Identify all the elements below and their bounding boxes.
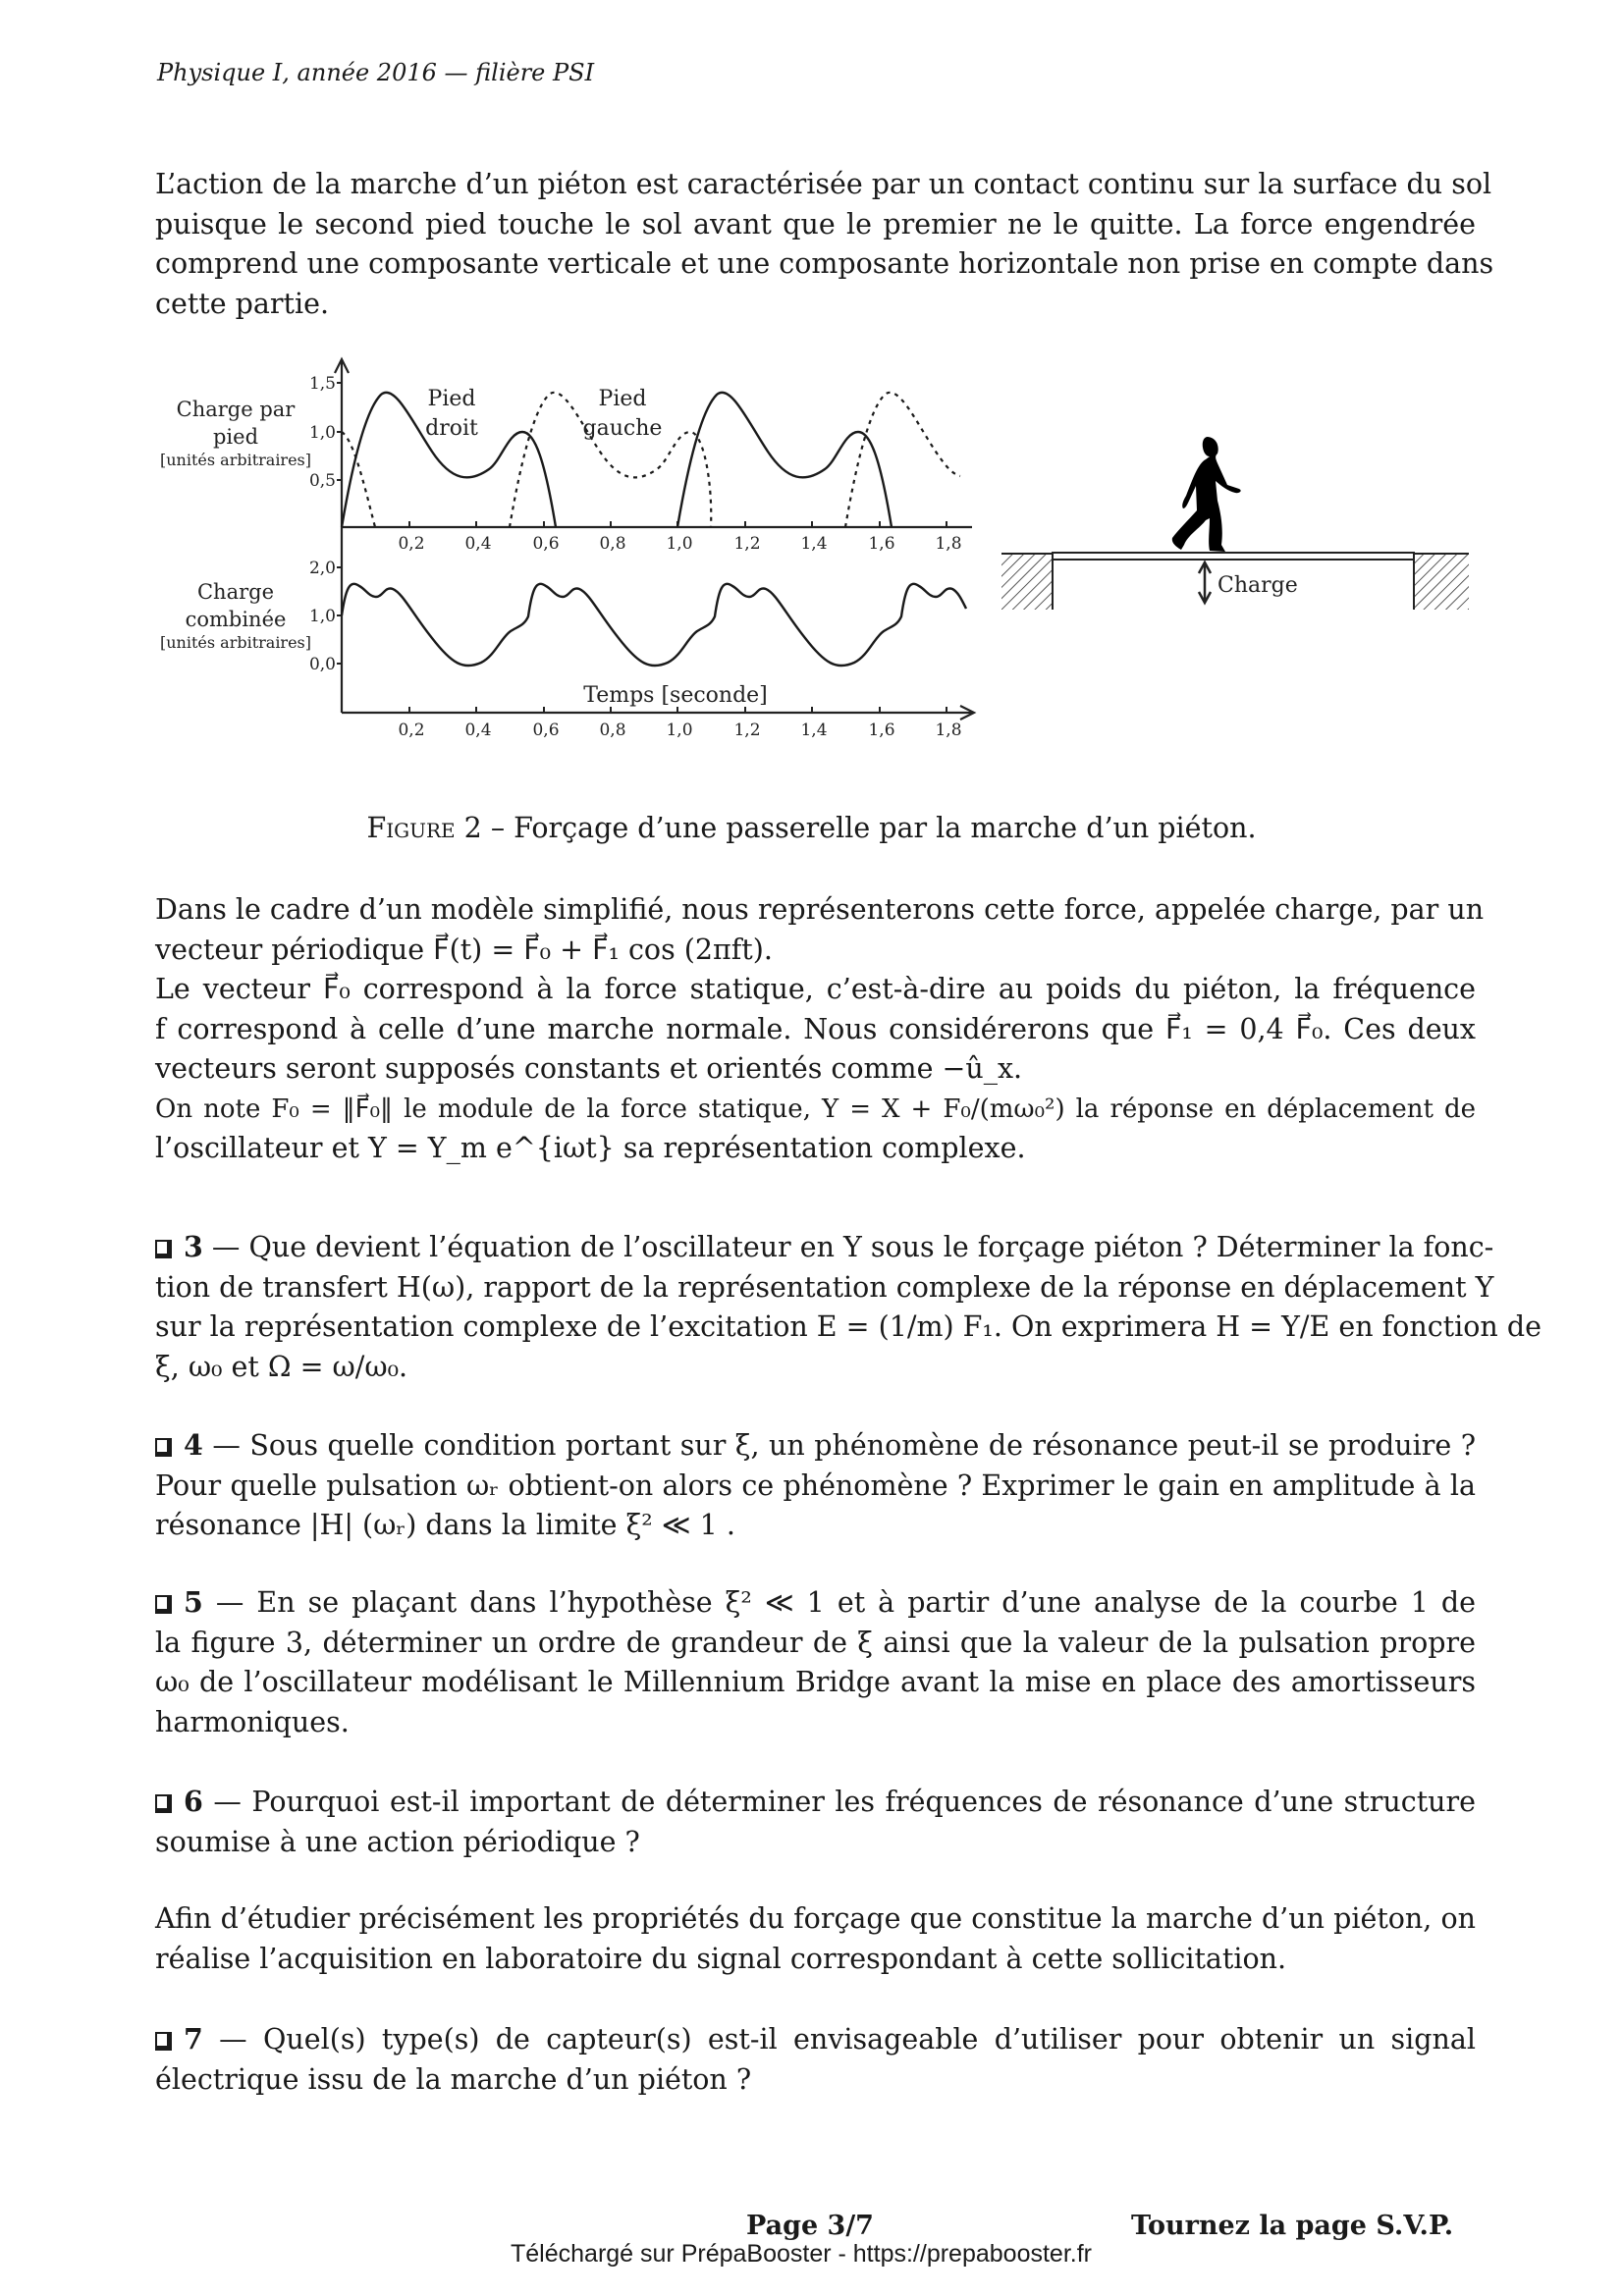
svg-text:1,8: 1,8	[935, 721, 962, 740]
svg-text:1,0: 1,0	[308, 423, 336, 443]
checkbox-icon	[155, 1438, 172, 1457]
svg-text:pied: pied	[212, 425, 259, 449]
svg-text:1,2: 1,2	[733, 534, 761, 554]
text-line: l’oscillateur et Y = Y_m e^{iωt} sa représentation complexe.	[155, 1132, 1026, 1164]
text-line: En se plaçant dans l’hypothèse ξ² ≪ 1 et à partir d’une analyse de la courbe 1 de	[256, 1586, 1476, 1619]
svg-text:1,2: 1,2	[733, 721, 761, 740]
checkbox-icon	[155, 2032, 172, 2051]
svg-text:1,4: 1,4	[800, 721, 828, 740]
text-line: On note F₀ = ‖F⃗₀‖ le module de la force statique, Y = X + F₀/(mω₀²) la réponse en déplacement de	[155, 1094, 1476, 1124]
text-line: ω₀ de l’oscillateur modélisant le Millennium Bridge avant la mise en place des amortisseurs	[155, 1666, 1476, 1698]
combined-load-curve	[342, 584, 966, 666]
question-number: 6	[184, 1785, 203, 1818]
text-line: réalise l’acquisition en laboratoire du signal correspondant à cette sollicitation.	[155, 1942, 1287, 1975]
text-line: Pourquoi est-il important de déterminer les fréquences de résonance d’une structure	[251, 1786, 1477, 1818]
text-line: vecteurs seront supposés constants et orientés comme −û_x.	[155, 1052, 1023, 1085]
svg-text:[unités arbitraires]: [unités arbitraires]	[159, 451, 312, 469]
top-chart-ylabel	[160, 398, 311, 469]
model-paragraph	[155, 890, 1485, 1169]
svg-text:1,6: 1,6	[868, 534, 895, 554]
text-line: vecteur périodique F⃗(t) = F⃗₀ + F⃗₁ cos (2πft).	[155, 933, 773, 966]
text-line: soumise à une action périodique ?	[155, 1825, 640, 1858]
text-line: Dans le cadre d’un modèle simplifié, nous représenterons cette force, appelée charge, par un	[155, 893, 1485, 926]
svg-text:2,0: 2,0	[308, 559, 336, 578]
question-number: 3	[184, 1230, 203, 1263]
svg-text:1,6: 1,6	[868, 721, 895, 740]
text-line: la figure 3, déterminer un ordre de grandeur de ξ ainsi que la valeur de la pulsation propre	[155, 1626, 1476, 1659]
question-number: 7	[184, 2022, 203, 2056]
bottom-chart-ylabel	[160, 580, 311, 652]
svg-text:0,8: 0,8	[599, 721, 626, 740]
text-line: L’action de la marche d’un piéton est caractérisée par un contact continu sur la surface du sol	[155, 168, 1492, 200]
svg-text:0,5: 0,5	[308, 471, 336, 491]
svg-text:0,8: 0,8	[599, 534, 626, 554]
text-line: tion de transfert H(ω), rapport de la représentation complexe de la réponse en déplacement Y	[155, 1270, 1494, 1304]
svg-text:gauche: gauche	[582, 416, 663, 441]
svg-text:1,0: 1,0	[308, 607, 336, 626]
svg-text:Pied: Pied	[427, 387, 476, 411]
top-chart-ytick-labels	[309, 374, 336, 491]
question-3: 3 — Que devient l’équation de l’oscillateur en Y sous le forçage piéton ? Déterminer la fonc- tion de transfert H(ω), rapport de la représentation complexe de la réponse en déplacement Y sur la représentation complexe de l’excitation E = (1/m) F₁. On exprimera H = Y/E en fonction de ξ, ω₀ et Ω = ω/ω₀.	[155, 1227, 1476, 1387]
question-7: 7 — Quel(s) type(s) de capteur(s) est-il envisageable d’utiliser pour obtenir un signal électrique issu de la marche d’un piéton ?	[155, 2019, 1476, 2100]
text-line: cette partie.	[155, 287, 330, 320]
question-4: 4 — Sous quelle condition portant sur ξ, un phénomène de résonance peut-il se produire ? Pour quelle pulsation ωᵣ obtient-on alors ce phénomène ? Exprimer le gain en amplitude à la résonance |H| (ωᵣ) dans la limite ξ² ≪ 1 .	[155, 1425, 1476, 1546]
caption-label: Figure 2	[366, 812, 482, 844]
turn-page-note: Tournez la page S.V.P.	[1131, 2211, 1454, 2241]
svg-text:[unités arbitraires]: [unités arbitraires]	[159, 633, 312, 652]
right-foot-curve	[342, 393, 892, 527]
text-line: sur la représentation complexe de l’excitation E = (1/m) F₁. On exprimera H = Y/E en fonction de	[155, 1310, 1542, 1343]
download-notice: Téléchargé sur PrépaBooster - https://prepabooster.fr	[511, 2240, 1092, 2268]
text-line: harmoniques.	[155, 1705, 350, 1738]
svg-text:1,0: 1,0	[666, 534, 693, 554]
question-number: 4	[184, 1428, 203, 1462]
svg-text:Charge par: Charge par	[176, 398, 296, 421]
bottom-chart-xtick-labels	[398, 721, 961, 740]
text-line: f correspond à celle d’une marche normale. Nous considérerons que F⃗₁ = 0,4 F⃗₀. Ces deux	[155, 1012, 1476, 1045]
svg-text:1,8: 1,8	[935, 534, 962, 554]
svg-text:0,6: 0,6	[532, 534, 560, 554]
text-line: Pour quelle pulsation ωᵣ obtient-on alors ce phénomène ? Exprimer le gain en amplitude à la	[155, 1468, 1476, 1502]
text-line: Le vecteur F⃗₀ correspond à la force statique, c’est-à-dire au poids du piéton, la fréquence	[155, 973, 1476, 1005]
svg-text:droit: droit	[425, 416, 478, 441]
text-line: puisque le second pied touche le sol avant que le premier ne le quitte. La force engendrée	[155, 207, 1476, 240]
svg-text:1,5: 1,5	[308, 374, 336, 394]
text-line: Que devient l’équation de l’oscillateur en Y sous le forçage piéton ? Déterminer la fonc-	[248, 1231, 1494, 1263]
checkbox-icon	[155, 1240, 172, 1258]
svg-text:0,2: 0,2	[398, 534, 425, 554]
svg-text:Pied: Pied	[598, 387, 647, 411]
text-line: électrique issu de la marche d’un piéton ?	[155, 2062, 752, 2096]
checkbox-icon	[155, 1794, 172, 1813]
question-number: 5	[184, 1585, 203, 1619]
bridge-illustration	[1001, 437, 1469, 610]
svg-text:combinée: combinée	[185, 608, 287, 631]
bottom-chart-ytick-labels	[309, 559, 336, 674]
right-foot-label	[425, 387, 478, 441]
svg-text:1,4: 1,4	[800, 534, 828, 554]
text-line: Sous quelle condition portant sur ξ, un phénomène de résonance peut-il se produire ?	[249, 1429, 1476, 1462]
top-chart-axes	[335, 359, 972, 527]
svg-text:0,2: 0,2	[398, 721, 425, 740]
left-foot-label	[583, 387, 663, 441]
text-line: ξ, ω₀ et Ω = ω/ω₀.	[155, 1350, 408, 1383]
figure-2	[0, 0, 1623, 805]
svg-text:0,4: 0,4	[464, 534, 492, 554]
left-foot-curve	[342, 393, 960, 527]
text-line: Afin d’étudier précisément les propriétés du forçage que constitue la marche d’un piéton, on	[155, 1902, 1476, 1935]
running-header: Physique I, année 2016 — filière PSI	[157, 59, 595, 86]
svg-text:1,0: 1,0	[666, 721, 693, 740]
svg-text:0,4: 0,4	[464, 721, 492, 740]
page-number: Page 3/7	[746, 2211, 874, 2241]
svg-text:0,0: 0,0	[308, 655, 336, 674]
bridge-deck	[1053, 553, 1414, 560]
svg-text:Charge: Charge	[196, 580, 275, 604]
svg-text:0,6: 0,6	[532, 721, 560, 740]
question-6: 6 — Pourquoi est-il important de déterminer les fréquences de résonance d’une structure soumise à une action périodique ?	[155, 1782, 1476, 1862]
caption-text: – Forçage d’une passerelle par la marche d’un piéton.	[481, 812, 1257, 844]
pedestrian-icon	[1172, 437, 1241, 552]
question-5: 5 — En se plaçant dans l’hypothèse ξ² ≪ 1 et à partir d’une analyse de la courbe 1 de la figure 3, déterminer un ordre de grandeur de ξ ainsi que la valeur de la pulsation propre ω₀ de l’oscillateur modélisant le Millennium Bridge avant la mise en place des amortisseurs harmoniques.	[155, 1582, 1476, 1742]
figure-caption	[0, 812, 1623, 844]
text-line: résonance |H| (ωᵣ) dans la limite ξ² ≪ 1 .	[155, 1509, 735, 1541]
charge-label: Charge	[1217, 573, 1298, 598]
text-line: comprend une composante verticale et une composante horizontale non prise en compte dans	[155, 247, 1494, 280]
text-line: Quel(s) type(s) de capteur(s) est-il envisageable d’utiliser pour obtenir un signal	[263, 2023, 1477, 2056]
checkbox-icon	[155, 1595, 172, 1614]
lab-paragraph	[155, 1899, 1476, 1979]
top-chart-xtick-labels	[398, 534, 961, 554]
x-axis-label: Temps [seconde]	[583, 683, 768, 708]
